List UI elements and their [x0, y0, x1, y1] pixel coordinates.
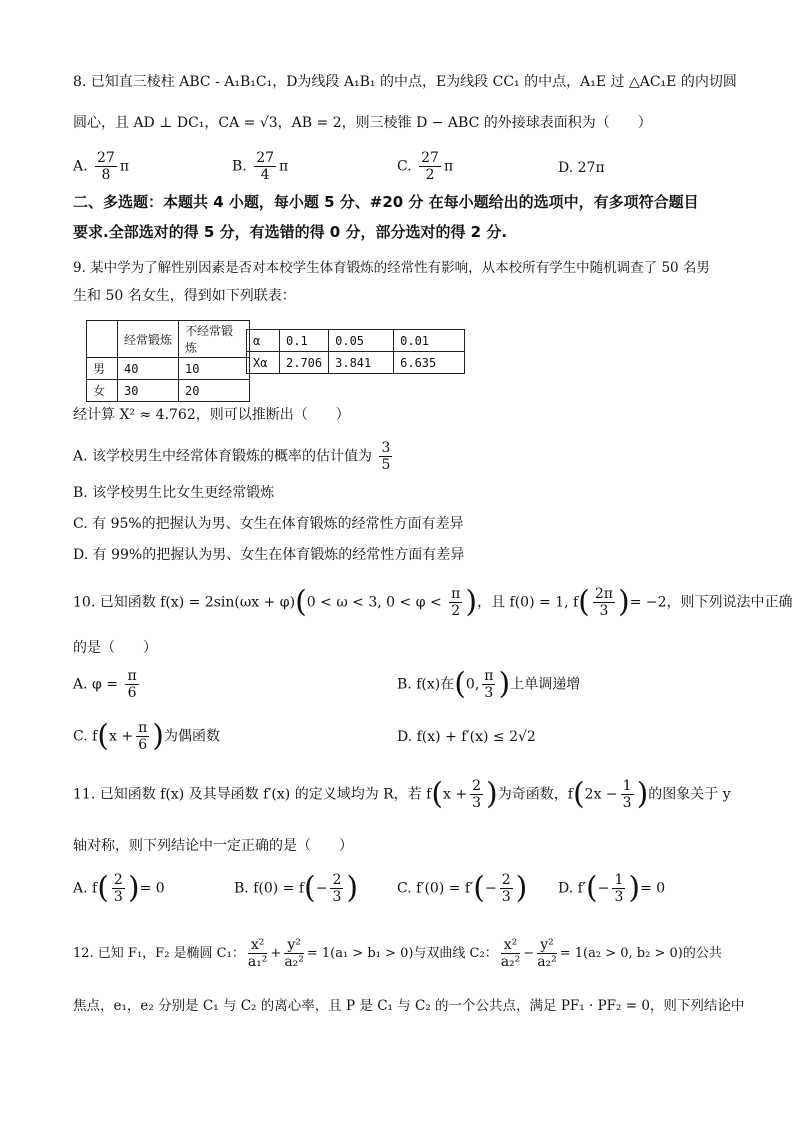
fraction: $\frac{\text{y²}}{\text{a₂²}}$: [537, 937, 557, 970]
fraction: $\frac{\text{y²}}{\text{a₂²}}$: [284, 937, 304, 970]
q10-line2: 的是（ ）: [73, 640, 157, 656]
fraction: $\frac{2}{3}$: [113, 872, 123, 905]
fraction: $\frac{2}{3}$: [501, 872, 511, 905]
q11-option-a: A. f( $\frac{2}{3}$ )= 0: [73, 870, 165, 906]
q8-line2: 圆心，且 AD ⊥ DC₁，CA = √3，AB = 2，则三棱锥 D − ABC 的外接球表面积为（ ）: [73, 115, 652, 131]
fraction: $\frac{1}{3}$: [622, 778, 632, 811]
fraction: $\frac{\pi}{2}$: [451, 586, 461, 619]
contingency-table: [86, 320, 250, 402]
q9-line1: 9. 某中学为了解性别因素是否对本校学生体育锻炼的经常性有影响，从本校所有学生中随机调查了 50 名男: [73, 260, 710, 276]
q9-option-a: A. 该学校男生中经常体育锻炼的概率的估计值为 $\frac{3}{5}$: [73, 440, 391, 473]
q11-line2: 轴对称，则下列结论中一定正确的是（ ）: [73, 838, 353, 854]
q9-option-c: C. 有 95%的把握认为男、女生在体育锻炼的经常性方面有差异: [73, 516, 464, 532]
q8-option-d: D. 27π: [558, 160, 605, 176]
fraction: $\frac{1}{3}$: [614, 872, 624, 905]
q8-option-b: B. $\frac{27}{4}$ π: [232, 150, 289, 183]
q11-option-d: D. f′(− $\frac{1}{3}$ )= 0: [558, 870, 666, 906]
section2-line2: 要求.全部选对的得 5 分，有选错的得 0 分，部分选对的得 2 分.: [73, 223, 508, 241]
q10-option-d: D. f(x) + f′(x) ≤ 2√2: [397, 729, 536, 745]
fraction: $\frac{\text{x²}}{\text{a₂²}}$: [500, 937, 521, 970]
fraction: $\frac{27}{4}$: [256, 150, 275, 183]
fraction: $\frac{\text{x²}}{\text{a₁²}}$: [247, 937, 268, 970]
fraction: $\frac{2\pi}{3}$: [594, 586, 613, 619]
q10-option-c: C. f(x + $\frac{\pi}{6}$ )为偶函数: [73, 718, 221, 754]
q8-option-c: C. $\frac{27}{2}$ π: [397, 150, 454, 183]
q9-calc: 经计算 X² ≈ 4.762，则可以推断出（ ）: [73, 407, 350, 423]
fraction: $\frac{2}{3}$: [332, 872, 342, 905]
fraction: $\frac{27}{8}$: [97, 150, 115, 183]
fraction: $\frac{3}{5}$: [381, 440, 391, 473]
q12-line1: 12. 已知 F₁，F₂ 是椭圆 C₁： $\frac{\text{x²}}{\text{a₁²}}$ + $\frac{\text{y²}}{\text{a₂²}}$ = 1(a₁ > b₁ > 0)与双曲线 C₂： $\frac{\text{x²}}{\text{a₂²}}$ − $\frac{\text{y²}}{\text{a₂²}}$ = 1(a₂ > 0, b₂ > 0)的公共: [73, 937, 722, 970]
q9-line2: 生和 50 名女生，得到如下列联表：: [73, 288, 296, 304]
q9-option-d: D. 有 99%的把握认为男、女生在体育锻炼的经常性方面有差异: [73, 547, 465, 563]
table-row: 男 40 10: [87, 358, 250, 380]
table-row: α 0.1 0.05 0.01: [247, 330, 465, 352]
q8-option-a: A. $\frac{27}{8}$ π: [73, 150, 130, 183]
critical-value-table: [246, 329, 465, 374]
q11-option-b: B. f(0) = f(− $\frac{2}{3}$ ): [234, 870, 359, 906]
q10-line1: 10. 已知函数 f(x) = 2sin(ωx + φ)(0 < ω < 3, 0 < φ < $\frac{\pi}{2}$ )，且 f(0) = 1, f( $\frac{2\pi}{3}$ )= −2，则下列说法中正确: [73, 584, 793, 620]
fraction: $\frac{\pi}{6}$: [127, 668, 137, 701]
q8-line1: 8. 已知直三棱柱 ABC - A₁B₁C₁，D为线段 A₁B₁ 的中点，E为线段 CC₁ 的中点，A₁E 过 △AC₁E 的内切圆: [73, 74, 737, 90]
table-row: 女 30 20: [87, 380, 250, 402]
fraction: $\frac{2}{3}$: [472, 778, 482, 811]
q11-line1: 11. 已知函数 f(x) 及其导函数 f′(x) 的定义域均为 R，若 f(x + $\frac{2}{3}$ )为奇函数，f(2x − $\frac{1}{3}$ )的图象关于 y: [73, 776, 731, 812]
fraction: $\frac{\pi}{6}$: [138, 720, 148, 753]
q10-option-b: B. f(x)在(0, $\frac{\pi}{3}$ )上单调递增: [397, 666, 581, 702]
fraction: $\frac{\pi}{3}$: [484, 668, 494, 701]
section2-line1: 二、多选题：本题共 4 小题，每小题 5 分、#20 分 在每小题给出的选项中，有多项符合题目: [73, 193, 699, 211]
table-row: 经常锻炼 不经常锻炼: [87, 321, 250, 358]
fraction: $\frac{27}{2}$: [421, 150, 439, 183]
q12-line2: 焦点，e₁，e₂ 分别是 C₁ 与 C₂ 的离心率，且 P 是 C₁ 与 C₂ 的一个公共点，满足 PF₁ · PF₂ = 0，则下列结论中: [73, 998, 745, 1014]
q9-option-b: B. 该学校男生比女生更经常锻炼: [73, 485, 275, 501]
table-row: Xα 2.706 3.841 6.635: [247, 352, 465, 374]
q11-option-c: C. f′(0) = f′(− $\frac{2}{3}$ ): [397, 870, 528, 906]
q10-option-a: A. φ = $\frac{\pi}{6}$: [73, 668, 137, 701]
